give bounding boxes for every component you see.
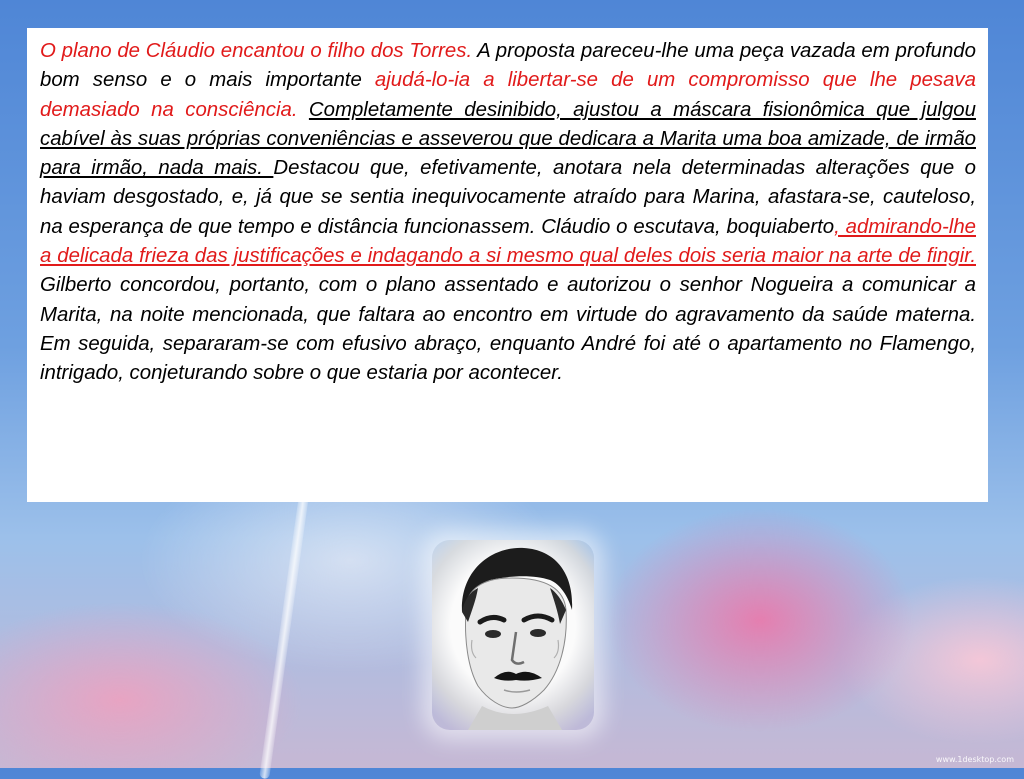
segment-plain-2: Destacou que, efetivamente, anotara nela determinadas alterações que o haviam desgostado, e, já que se sentia inequivocamente atraído para Marina, afastara-se, cauteloso, na esperança de que tempo e distância funcionassem. Cláudio o escutava, boquiaberto — [40, 157, 977, 238]
watermark-text: www.1desktop.com — [935, 755, 1014, 764]
segment-plain-3: Gilberto concordou, portanto, com o plano assentado e autorizou o senhor Nogueira a comunicar a Marita, na noite mencionada, que faltara ao encontro em virtude do agravamento da saúde materna. Em seguida, separaram-se com efusivo abraço, enquanto André foi até o apartamento no Flamengo, intrigado, conjeturando sobre o que estaria por acontecer. — [40, 274, 976, 385]
segment-red-1: O plano de Cláudio encantou o filho dos Torres. — [40, 40, 473, 62]
segment-red-2: ajudá-lo-ia a libertar-se de um compromisso que lhe pesava demasiado na consciência. — [40, 69, 977, 121]
text-panel — [27, 28, 988, 502]
segment-plain-1: A proposta pareceu-lhe uma peça vazada em profundo bom senso e o mais importante — [40, 40, 976, 92]
segment-underlined: Completamente desinibido, ajustou a máscara fisionômica que julgou cabível às suas próprias conveniências e asseverou que dedicara a Marita uma boa amizade, de irmão para irmão, nada mais. — [40, 98, 976, 180]
portrait-photo — [432, 540, 594, 730]
segment-red-underlined: , admirando-lhe a delicada frieza das justificações e indagando a si mesmo qual deles dois seria maior na arte de fingir. — [40, 215, 976, 268]
segment-space — [297, 99, 308, 121]
flower-stem-decoration — [259, 481, 311, 779]
portrait-drawing — [432, 540, 594, 730]
narrative-paragraph — [40, 37, 976, 389]
